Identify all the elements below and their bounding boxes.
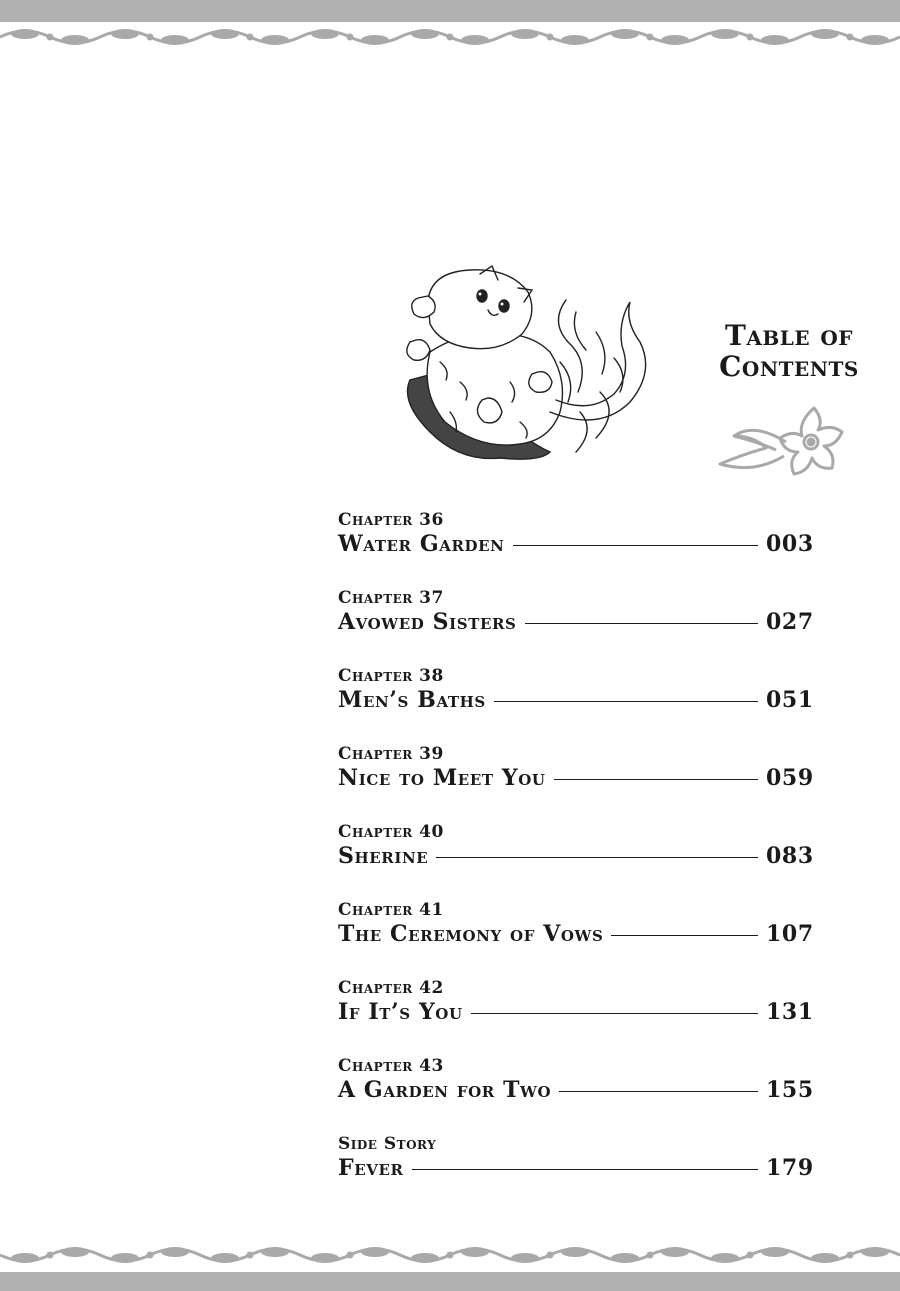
toc-entry[interactable]	[338, 510, 814, 566]
leader-line	[471, 1013, 758, 1014]
chapter-title: Sherine	[338, 843, 429, 869]
toc-entry[interactable]	[338, 666, 814, 722]
chapter-label: Chapter 40	[338, 822, 444, 842]
chapter-title: The Ceremony of Vows	[338, 921, 604, 947]
leader-line	[513, 545, 759, 546]
page-number: 179	[766, 1155, 814, 1181]
chapter-label: Chapter 42	[338, 978, 444, 998]
chapter-title: Men’s Baths	[338, 687, 486, 713]
chapter-title: If It’s You	[338, 999, 463, 1025]
page-number: 083	[766, 843, 814, 869]
chapter-label: Chapter 37	[338, 588, 444, 608]
leader-line	[554, 779, 758, 780]
leader-line	[494, 701, 758, 702]
chapter-title: Fever	[338, 1155, 404, 1181]
toc-entry[interactable]	[338, 900, 814, 956]
flower-ornament-icon	[714, 402, 856, 492]
chapter-label: Chapter 38	[338, 666, 444, 686]
chapter-label: Chapter 39	[338, 744, 444, 764]
toc-entry[interactable]	[338, 588, 814, 644]
chapter-title: Water Garden	[338, 531, 505, 557]
chapter-title: Nice to Meet You	[338, 765, 546, 791]
page-number: 131	[766, 999, 814, 1025]
chapter-label: Chapter 36	[338, 510, 444, 530]
leader-line	[412, 1169, 758, 1170]
title-line-1: Table of	[725, 319, 853, 352]
page-number: 027	[766, 609, 814, 635]
toc-entry[interactable]	[338, 822, 814, 878]
page-number: 059	[766, 765, 814, 791]
leader-line	[436, 857, 758, 858]
chapter-label: Chapter 41	[338, 900, 444, 920]
chapter-label: Side Story	[338, 1134, 437, 1154]
page-title	[706, 320, 872, 382]
page-number: 003	[766, 531, 814, 557]
chapter-title: A Garden for Two	[338, 1077, 552, 1103]
chapter-label: Chapter 43	[338, 1056, 444, 1076]
chapter-title: Avowed Sisters	[338, 609, 517, 635]
bottom-gray-band	[0, 1272, 900, 1291]
page-number: 051	[766, 687, 814, 713]
page-number: 155	[766, 1077, 814, 1103]
toc-entry[interactable]	[338, 1056, 814, 1112]
vine-border-icon	[0, 22, 900, 52]
toc-entry[interactable]	[338, 1134, 814, 1190]
leader-line	[559, 1091, 758, 1092]
toc-entry[interactable]	[338, 978, 814, 1034]
top-gray-band	[0, 0, 900, 22]
leader-line	[525, 623, 759, 624]
title-line-2: Contents	[719, 350, 859, 383]
vine-border-icon	[0, 1240, 900, 1270]
leader-line	[611, 935, 758, 936]
toc-entry[interactable]	[338, 744, 814, 800]
page-number: 107	[766, 921, 814, 947]
cat-illustration-icon	[400, 262, 662, 472]
